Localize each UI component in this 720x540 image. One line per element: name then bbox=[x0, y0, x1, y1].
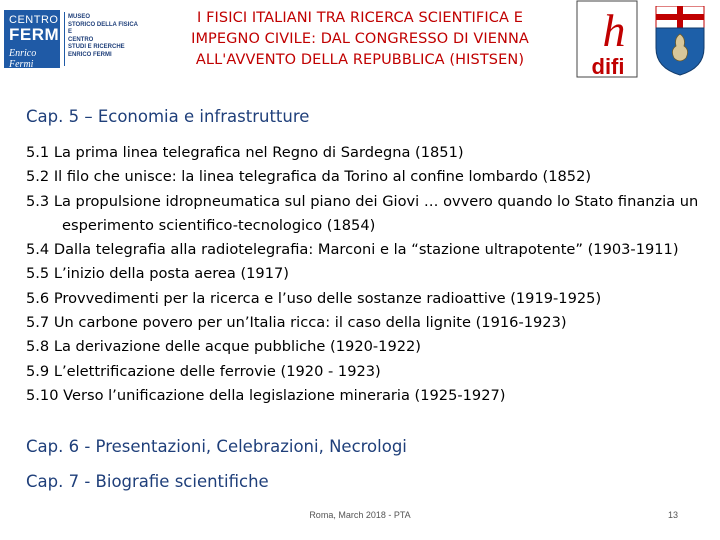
title-line-1: I FISICI ITALIANI TRA RICERCA SCIENTIFICA E bbox=[197, 10, 523, 26]
list-item: 5.9 L’elettrificazione delle ferrovie (1920 - 1923) bbox=[26, 362, 381, 380]
difi-h-glyph: h bbox=[602, 5, 626, 56]
list-item: 5.1 La prima linea telegrafica nel Regno di Sardegna (1851) bbox=[26, 144, 464, 161]
title-line-2: IMPEGNO CIVILE: DAL CONGRESSO DI VIENNA bbox=[191, 31, 529, 47]
list-item: 5.7 Un carbone povero per un’Italia ricca: il caso della lignite (1916-1923) bbox=[26, 314, 567, 332]
list-item: 5.10 Verso l’unificazione della legislazione mineraria (1925-1927) bbox=[26, 386, 506, 404]
list-item: 5.4 Dalla telegrafia alla radiotelegrafia: Marconi e la “stazione ultrapotente” (1903-1911) bbox=[26, 241, 679, 259]
slide-title bbox=[150, 8, 570, 71]
crest-cross-horizontal bbox=[656, 14, 704, 20]
section-heading-5: Cap. 5 – Economia e infrastrutture bbox=[26, 107, 310, 126]
list-item: 5.6 Provvedimenti per la ricerca e l’uso delle sostanze radioattive (1919-1925) bbox=[26, 289, 602, 307]
list-item: 5.3 La propulsione idropneumatica sul piano dei Giovi … ovvero quando lo Stato finanzia un esperimento scientifico-tecnologico (1854) bbox=[26, 192, 699, 234]
page-number: 13 bbox=[667, 510, 678, 520]
centro-fermi-logo bbox=[4, 10, 138, 68]
logo-brand-line1: CENTRO bbox=[9, 14, 59, 26]
difi-word: difi bbox=[591, 54, 625, 78]
section-heading-7: Cap. 7 - Biografie scientifiche bbox=[26, 472, 269, 491]
logo-brand-line2: FERMI bbox=[9, 25, 65, 44]
logo-divider bbox=[64, 12, 65, 66]
centro-fermi-mark bbox=[4, 10, 65, 70]
footer-text: Roma, March 2018 - PTA bbox=[309, 510, 411, 520]
title-line-3: ALL'AVVENTO DELLA REPUBBLICA (HISTSEN) bbox=[195, 52, 525, 68]
list-item: 5.5 L’inizio della posta aerea (1917) bbox=[26, 265, 289, 283]
difi-logo bbox=[576, 0, 638, 78]
crest-logo bbox=[650, 6, 710, 76]
logo-text: MUSEO STORICO DELLA FISICA E CENTRO STUDI E RICERCHE ENRICO FERMI bbox=[68, 14, 139, 58]
list-item: 5.8 La derivazione delle acque pubbliche (1920-1922) bbox=[26, 338, 421, 356]
list-item: 5.2 Il filo che unisce: la linea telegrafica da Torino al confine lombardo (1852) bbox=[26, 168, 592, 186]
chapter-5-list bbox=[26, 141, 706, 408]
logo-signature: Enrico Fermi bbox=[9, 48, 37, 70]
section-heading-6: Cap. 6 - Presentazioni, Celebrazioni, Necrologi bbox=[26, 437, 407, 456]
